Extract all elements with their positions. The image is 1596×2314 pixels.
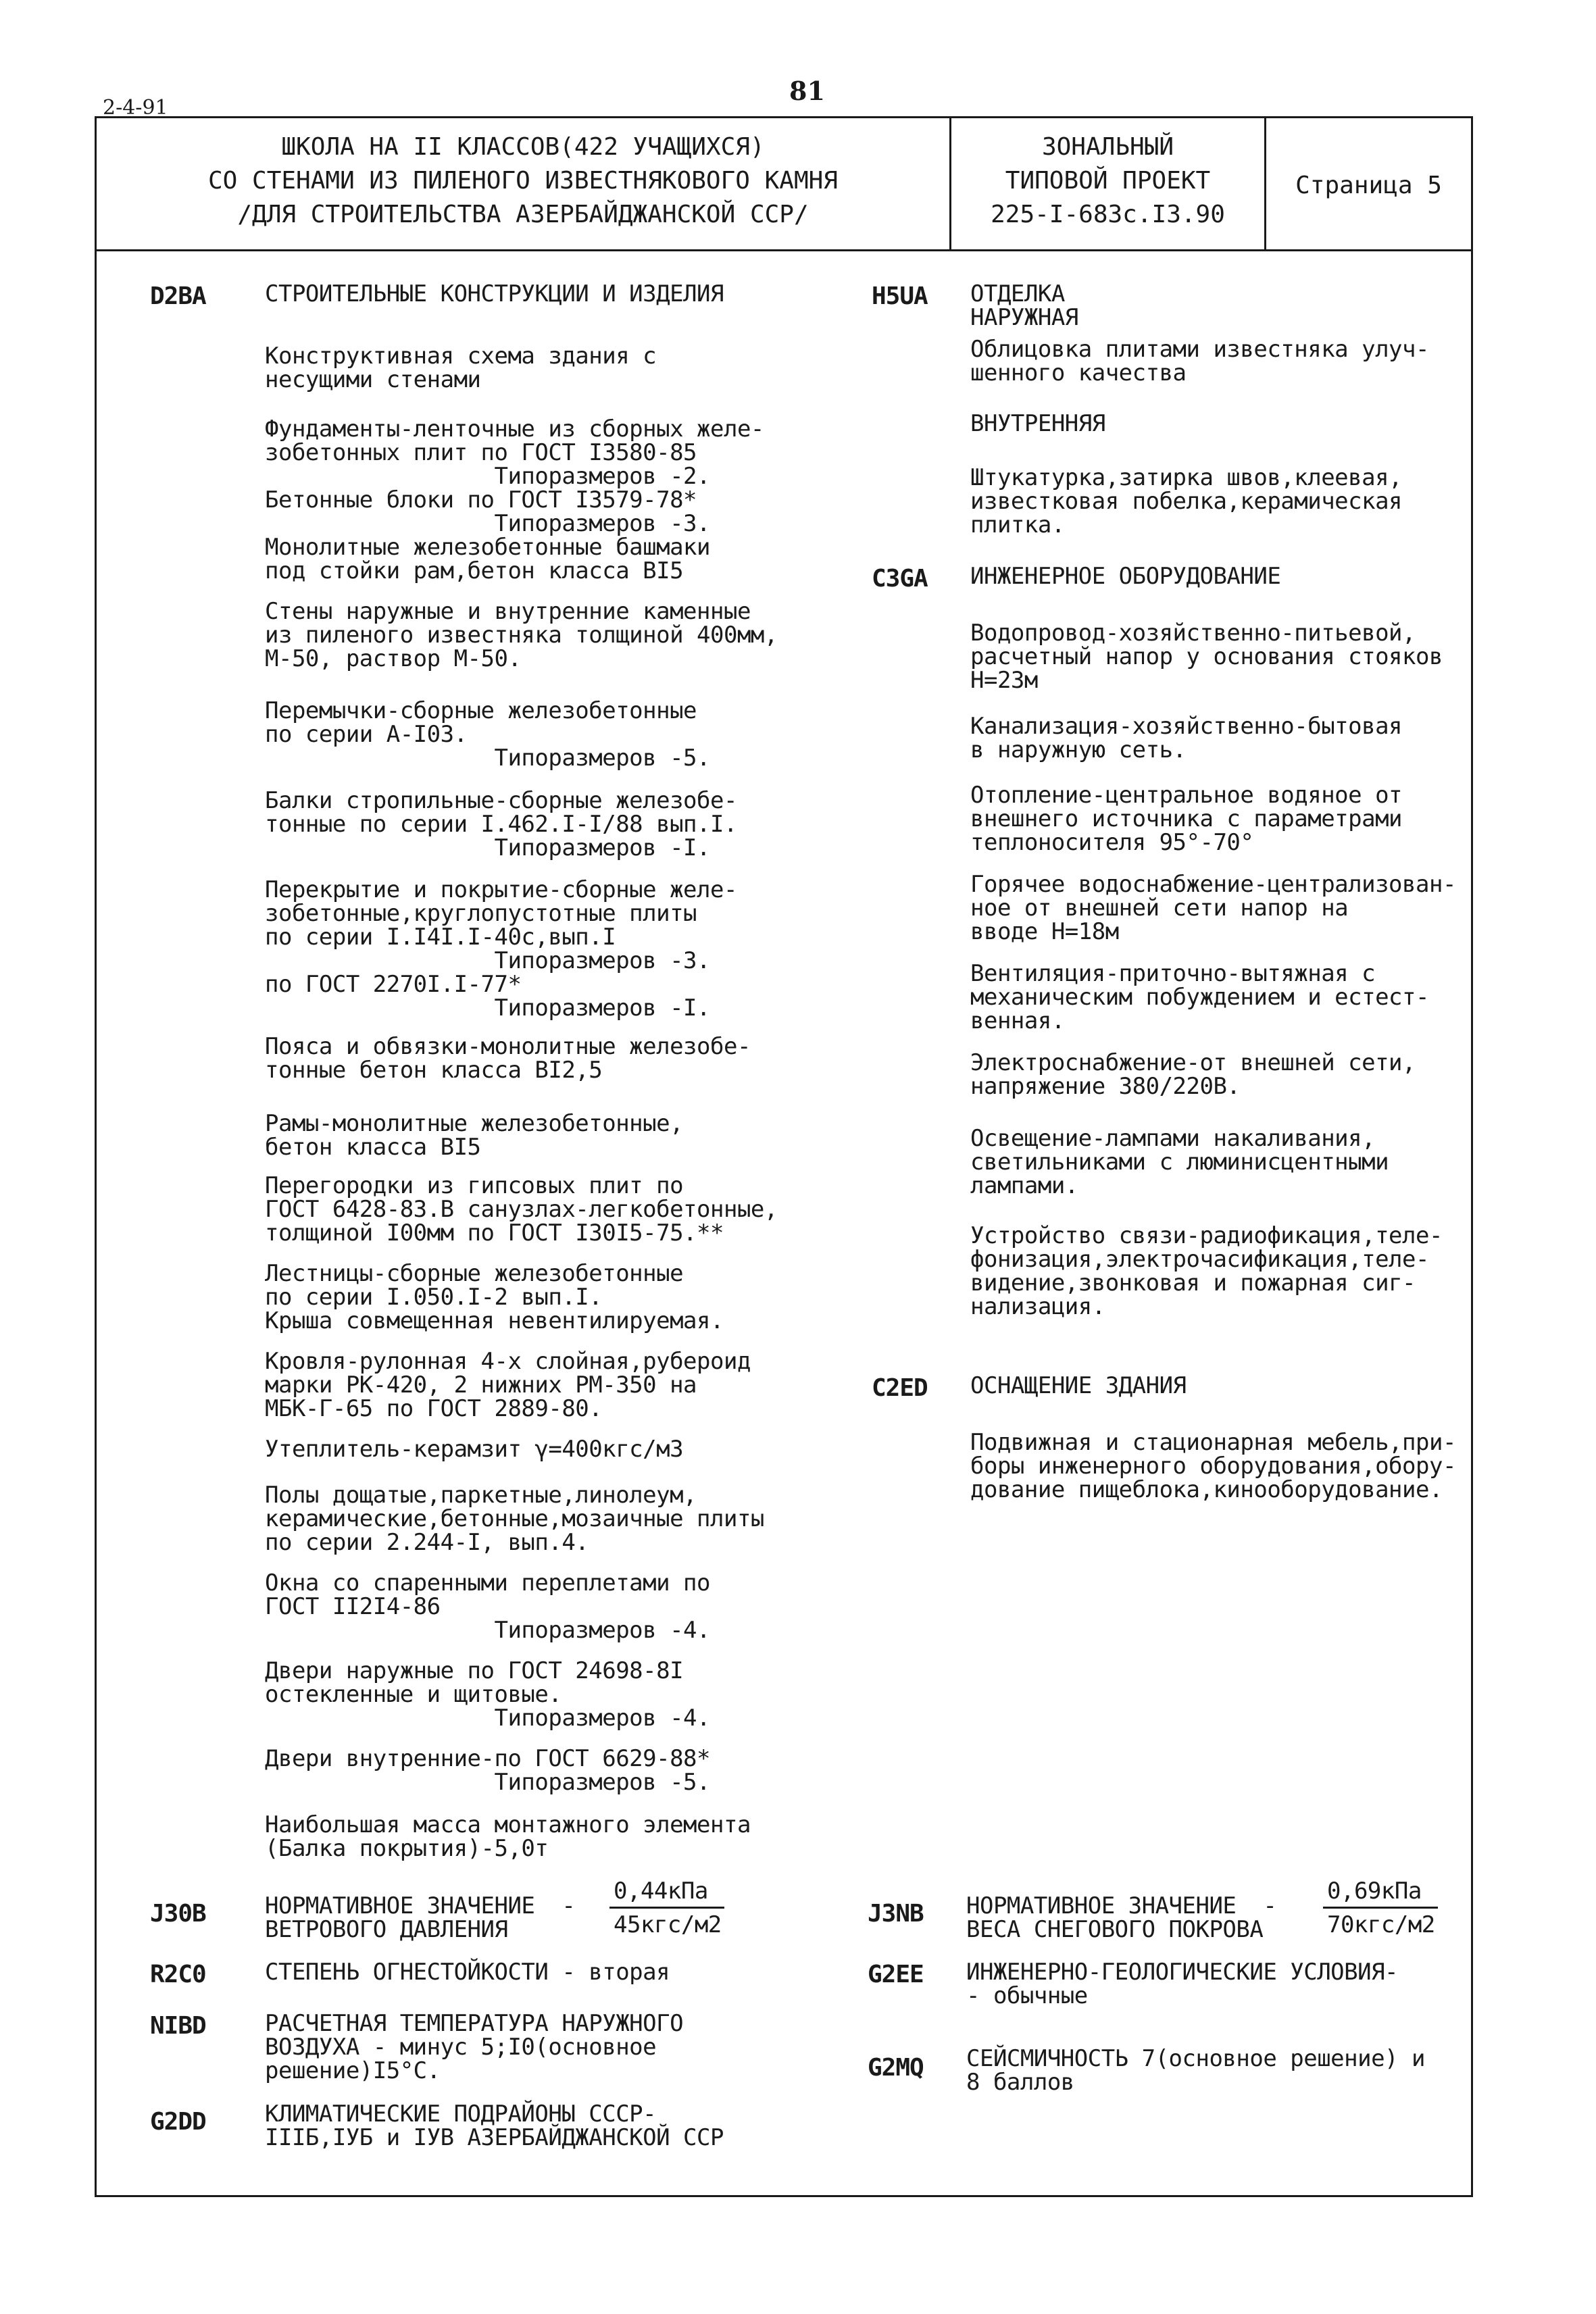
- text-block: Перегородки из гипсовых плит по ГОСТ 6428-83.В санузлах-легкобетонные, толщиной I00мм по ГОСТ I30I5-75.**: [265, 1172, 778, 1247]
- text-block: Канализация-хозяйственно-бытовая в наружную сеть.: [970, 713, 1403, 763]
- equipment-heading: ОСНАЩЕНИЕ ЗДАНИЯ: [970, 1372, 1187, 1399]
- engineering-heading: ИНЖЕНЕРНОЕ ОБОРУДОВАНИЕ: [970, 563, 1281, 590]
- text-block: Пояса и обвязки-монолитные железобе- тонные бетон класса BI2,5: [265, 1033, 751, 1084]
- finish-code: H5UA: [872, 282, 928, 310]
- text-block: Наибольшая масса монтажного элемента (Балка покрытия)-5,0т: [265, 1811, 751, 1862]
- text-block: Горячее водоснабжение-централизован- ное от внешней сети напор на вводе Н=18м: [970, 871, 1456, 945]
- snow-fraction-line: [1323, 1907, 1438, 1909]
- fire-code: R2C0: [150, 1961, 206, 1988]
- text-block: Кровля-рулонная 4-х слойная,рубероид марки РК-420, 2 нижних РМ-350 на МБК-Г-65 по ГОСТ 2889-80.: [265, 1348, 751, 1422]
- header-title: [97, 130, 949, 232]
- snow-value-kgs: 70кгс/м2: [1327, 1911, 1435, 1938]
- text-block: Фундаменты-ленточные из сборных желе- зобетонных плит по ГОСТ I3580-85 Типоразмеров -2. Бетонные блоки по ГОСТ I3579-78* Типоразмеров -3. Монолитные железобетонные башмаки под стойки рам,бетон класса BI5: [265, 416, 764, 584]
- section-heading: СТРОИТЕЛЬНЫЕ КОНСТРУКЦИИ И ИЗДЕЛИЯ: [265, 280, 724, 307]
- header-frame: [95, 116, 1473, 251]
- seismicity: СЕЙСМИЧНОСТЬ 7(основное решение) и 8 баллов: [966, 2045, 1425, 2096]
- text-block: Балки стропильные-сборные железобе- тонные по серии I.462.I-I/88 вып.I. Типоразмеров -I.: [265, 787, 737, 861]
- text-block: Лестницы-сборные железобетонные по серии I.050.I-2 вып.I. Крыша совмещенная невентилируемая.: [265, 1260, 724, 1334]
- seismic-code: G2MQ: [868, 2054, 924, 2082]
- text-block: Перемычки-сборные железобетонные по серии А-I03. Типоразмеров -5.: [265, 697, 711, 772]
- finish-inner-heading: ВНУТРЕННЯЯ: [970, 410, 1105, 437]
- project-info: [951, 130, 1264, 232]
- text-block: Устройство связи-радиофикация,теле- фонизация,электрочасификация,теле- видение,звонковая и пожарная сиг- нализация.: [970, 1222, 1443, 1320]
- title-line-1: ШКОЛА НА II КЛАССОВ(422 УЧАЩИХСЯ): [281, 133, 765, 161]
- page-number: 81: [789, 76, 825, 106]
- snow-label: НОРМАТИВНОЕ ЗНАЧЕНИЕ - ВЕСА СНЕГОВОГО ПОКРОВА: [966, 1892, 1277, 1943]
- temperature-code: NIBD: [150, 2012, 206, 2040]
- text-block: Полы дощатые,паркетные,линолеум, керамические,бетонные,мозаичные плиты по серии 2.244-I, вып.4.: [265, 1482, 764, 1556]
- project-line-1: ЗОНАЛЬНЫЙ: [1041, 133, 1174, 161]
- wind-value-kpa: 0,44кПа: [614, 1878, 708, 1905]
- climate-code: G2DD: [150, 2108, 206, 2136]
- text-block: Перекрытие и покрытие-сборные желе- зобетонные,круглопустотные плиты по серии I.I4I.I-40с,вып.I Типоразмеров -3. по ГОСТ 2270I.I-77* Типоразмеров -I.: [265, 876, 737, 1022]
- climate-subregions: КЛИМАТИЧЕСКИЕ ПОДРАЙОНЫ СССР- IIIБ,IУБ и IУВ АЗЕРБАЙДЖАНСКОЙ ССР: [265, 2101, 724, 2151]
- section-code: D2BA: [150, 282, 206, 310]
- equipment-code: C2ED: [872, 1374, 928, 1402]
- fire-rating: СТЕПЕНЬ ОГНЕСТОЙКОСТИ - вторая: [265, 1959, 670, 1986]
- project-line-2: ТИПОВОЙ ПРОЕКТ: [1005, 167, 1211, 195]
- text-block: Рамы-монолитные железобетонные, бетон класса BI5: [265, 1110, 684, 1161]
- wind-value-kgs: 45кгс/м2: [614, 1911, 722, 1938]
- text-block: Освещение-лампами накаливания, светильниками с люминисцентными лампами.: [970, 1125, 1389, 1199]
- engineering-code: C3GA: [872, 565, 928, 593]
- project-line-3: 225-I-683с.I3.90: [991, 201, 1225, 228]
- text-block: Электроснабжение-от внешней сети, напряжение 380/220В.: [970, 1049, 1416, 1100]
- text-block: Водопровод-хозяйственно-питьевой, расчетный напор у основания стояков Н=23м: [970, 620, 1443, 694]
- wind-fraction-line: [609, 1907, 724, 1909]
- text-block: Конструктивная схема здания с несущими стенами: [265, 343, 657, 393]
- text-block: Стены наружные и внутренние каменные из пиленого известняка толщиной 400мм, М-50, раствор М-50.: [265, 598, 778, 672]
- page-label: Страница 5: [1295, 172, 1442, 199]
- wind-label: НОРМАТИВНОЕ ЗНАЧЕНИЕ - ВЕТРОВОГО ДАВЛЕНИЯ: [265, 1892, 576, 1943]
- geology-conditions: ИНЖЕНЕРНО-ГЕОЛОГИЧЕСКИЕ УСЛОВИЯ- - обычные: [966, 1959, 1399, 2009]
- wind-code: J30B: [150, 1900, 206, 1928]
- equipment-text: Подвижная и стационарная мебель,при- боры инженерного оборудования,обору- дование пищеблока,кинооборудование.: [970, 1429, 1456, 1503]
- snow-code: J3NB: [868, 1900, 924, 1928]
- text-block: Вентиляция-приточно-вытяжная с механическим побуждением и естест- венная.: [970, 960, 1429, 1034]
- text-block: Двери внутренние-по ГОСТ 6629-88* Типоразмеров -5.: [265, 1745, 711, 1796]
- doc-ref: 2-4-91: [103, 96, 168, 120]
- snow-value-kpa: 0,69кПа: [1327, 1878, 1422, 1905]
- finish-outer: Облицовка плитами известняка улуч- шенного качества: [970, 336, 1429, 386]
- title-line-3: /ДЛЯ СТРОИТЕЛЬСТВА АЗЕРБАЙДЖАНСКОЙ ССР/: [237, 201, 809, 228]
- text-block: Отопление-центральное водяное от внешнего источника с параметрами теплоносителя 95°-70°: [970, 782, 1403, 856]
- design-temperature: РАСЧЕТНАЯ ТЕМПЕРАТУРА НАРУЖНОГО ВОЗДУХА - минус 5;I0(основное решение)I5°С.: [265, 2010, 684, 2084]
- text-block: Утеплитель-керамзит γ=400кгс/м3: [265, 1436, 684, 1463]
- finish-heading: ОТДЕЛКА НАРУЖНАЯ: [970, 280, 1078, 331]
- text-block: Двери наружные по ГОСТ 24698-8I остекленные и щитовые. Типоразмеров -4.: [265, 1657, 711, 1732]
- text-block: Окна со спаренными переплетами по ГОСТ II2I4-86 Типоразмеров -4.: [265, 1569, 711, 1644]
- geology-code: G2EE: [868, 1961, 924, 1988]
- finish-inner: Штукатурка,затирка швов,клеевая, известковая побелка,керамическая плитка.: [970, 464, 1403, 538]
- title-line-2: СО СТЕНАМИ ИЗ ПИЛЕНОГО ИЗВЕСТНЯКОВОГО КАМНЯ: [208, 167, 838, 195]
